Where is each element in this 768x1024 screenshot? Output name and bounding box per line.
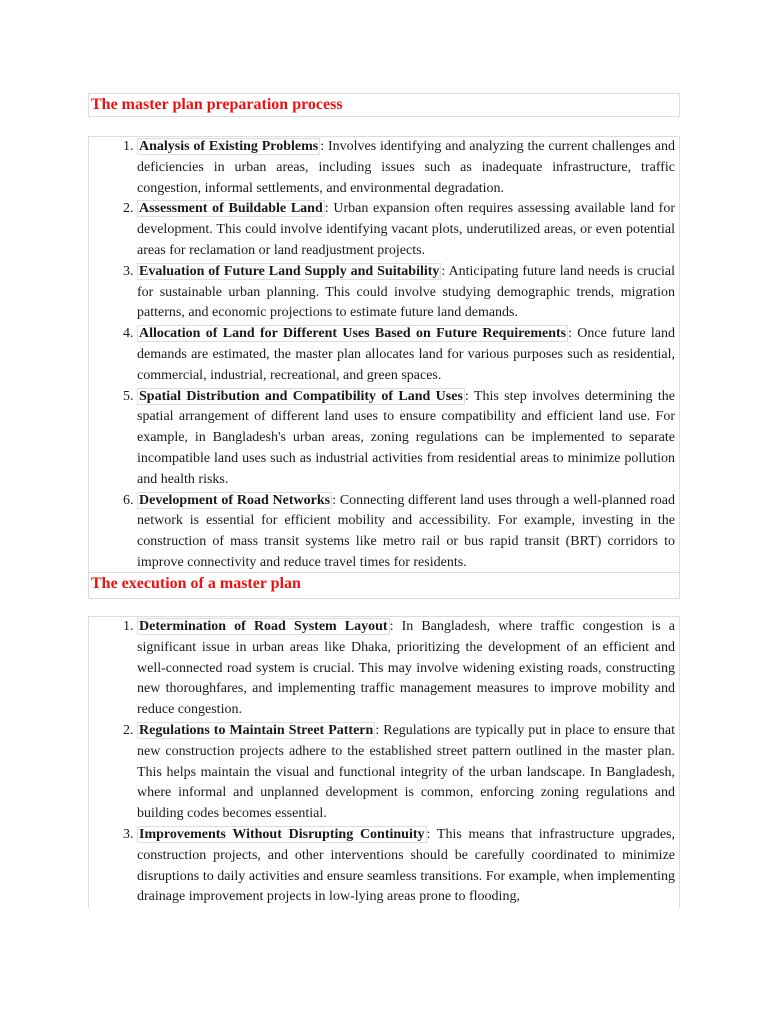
item-term: Evaluation of Future Land Supply and Suitability <box>139 263 440 279</box>
list-item <box>137 324 675 386</box>
section-heading-execution <box>88 572 680 599</box>
item-term: Improvements Without Disrupting Continuity <box>139 826 425 842</box>
item-text: : This means that infrastructure upgrades, construction projects, and other interventions should be carefully coordinated to minimize disruptions to daily activities and ensure seamless transitions. For example, when implementing drainage improvement projects in low-lying areas prone to flooding, <box>137 826 675 905</box>
item-term: Determination of Road System Layout <box>139 619 388 634</box>
execution-list-box <box>88 616 680 908</box>
list-item <box>137 825 675 908</box>
item-text: : Involves identifying and analyzing the current challenges and deficiencies in urban areas, including issues such as inadequate infrastructure, traffic congestion, informal settlements, and environmental degradation. <box>137 139 676 196</box>
item-text: : Connecting different land uses through a well-planned road network is essential for efficient mobility and accessibility. For example, investing in the construction of mass transit systems like metro rail or bus rapid transit (BRT) corridors to improve connectivity and reduce travel times for residents. <box>137 492 675 570</box>
item-term: Regulations to Maintain Street Pattern <box>139 722 374 738</box>
list-item <box>137 721 675 825</box>
preparation-list <box>89 137 679 574</box>
item-text: : In Bangladesh, where traffic congestion is a significant issue in urban areas like Dhaka, prioritizing the development of an efficient and well-connected road system is crucial. This may involve widening existing roads, constructing new thoroughfares, and implementing traffic management measures to improve mobility and reduce congestion. <box>137 619 675 718</box>
item-text: : This step involves determining the spatial arrangement of different land uses to ensure compatibility and efficient land use. For example, in Bangladesh's urban areas, zoning regulations can be implemented to separate incompatible land uses such as industrial activities from residential areas to minimize pollution and health risks. <box>137 388 675 487</box>
item-term: Assessment of Buildable Land <box>139 201 323 217</box>
preparation-list-box <box>88 136 680 572</box>
item-text: : Anticipating future land needs is crucial for sustainable urban planning. This could involve studying demographic trends, migration patterns, and economic projections to estimate future land demands. <box>137 263 676 321</box>
item-text: : Once future land demands are estimated, the master plan allocates land for various purposes such as residential, commercial, industrial, recreational, and green spaces. <box>137 326 675 383</box>
list-item <box>137 199 675 261</box>
list-item <box>137 491 675 574</box>
execution-list <box>89 617 679 908</box>
list-item <box>137 137 675 199</box>
heading-text: The master plan preparation process <box>91 96 343 113</box>
list-item <box>137 617 675 721</box>
item-text: : Regulations are typically put in place to ensure that new construction projects adhere to the established street pattern outlined in the master plan. This helps maintain the visual and functional integrity of the urban landscape. In Bangladesh, where informal and unplanned development is common, enforcing zoning regulations and building codes becomes essential. <box>137 722 675 822</box>
list-item <box>137 387 675 491</box>
item-term: Spatial Distribution and Compatibility of Land Uses <box>139 388 463 404</box>
item-term: Analysis of Existing Problems <box>139 139 319 154</box>
section-heading-preparation <box>88 93 680 117</box>
item-term: Development of Road Networks <box>139 492 331 508</box>
heading-text: The execution of a master plan <box>91 575 301 592</box>
item-text: : Urban expansion often requires assessing available land for development. This could involve identifying vacant plots, underutilized areas, or even potential areas for reclamation or land readjustment projects. <box>137 201 675 258</box>
item-term: Allocation of Land for Different Uses Based on Future Requirements <box>139 326 567 342</box>
list-item <box>137 262 675 324</box>
